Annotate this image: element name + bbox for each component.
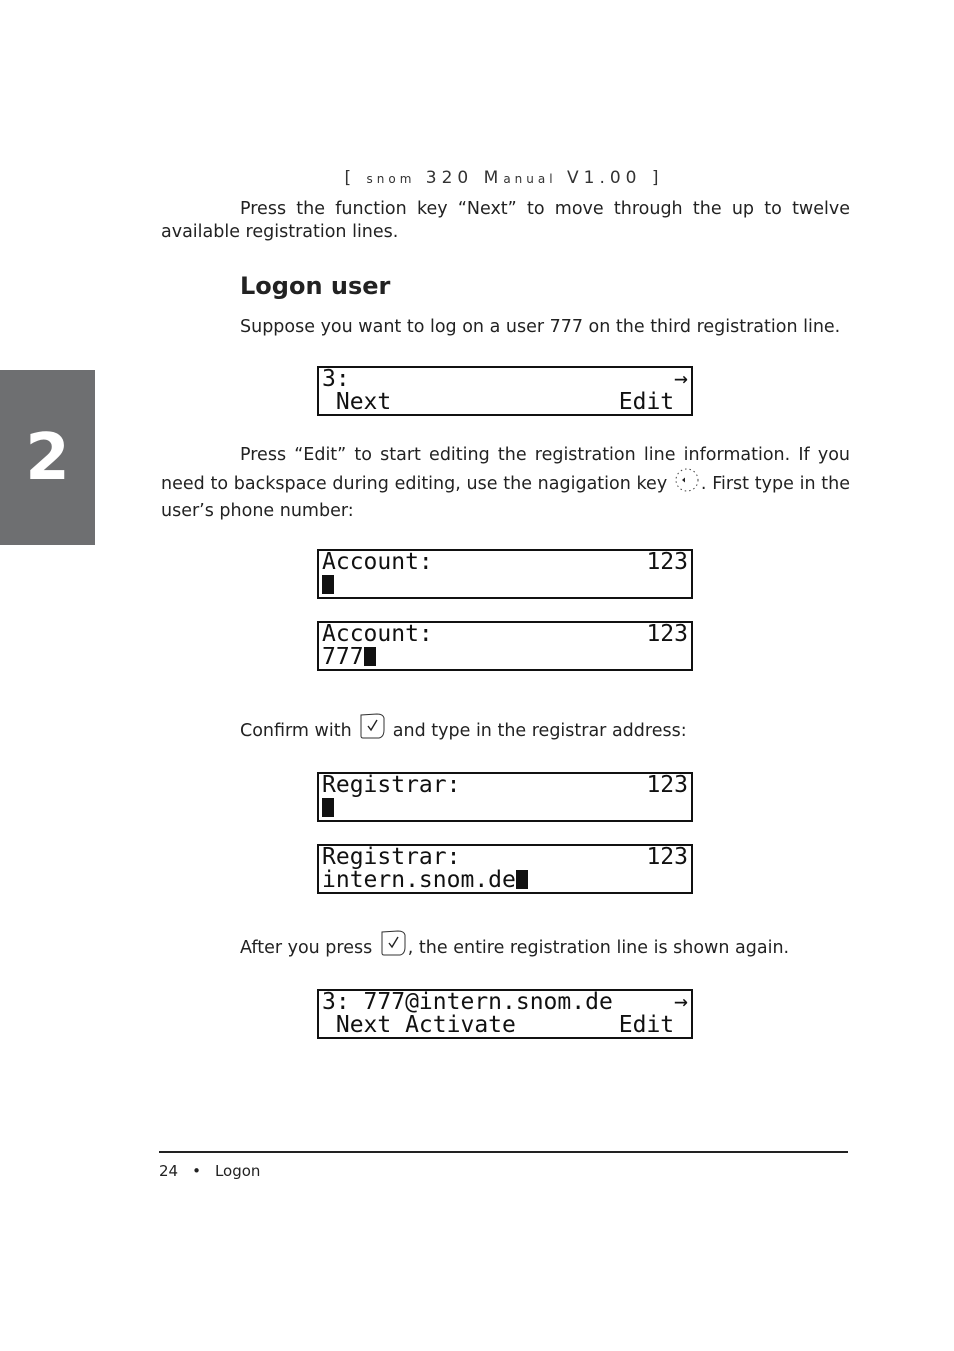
lcd-mode-indicator: 123 xyxy=(646,549,688,575)
lcd-mode-indicator: 123 xyxy=(646,844,688,870)
section-heading: Logon user xyxy=(240,272,391,300)
page-number: 24 xyxy=(159,1162,179,1180)
lcd-screen-registrar-empty xyxy=(317,772,693,822)
lcd-softkey-edit: Edit xyxy=(618,1012,688,1038)
header-bracket-close: ] xyxy=(651,168,664,188)
lcd-registrar-label: Registrar: xyxy=(322,844,461,870)
navigation-key-icon xyxy=(673,467,701,500)
footer-section: Logon xyxy=(214,1162,261,1180)
header-bracket-open: [ xyxy=(344,168,357,188)
running-header xyxy=(0,168,954,188)
lcd-softkey-next: Next xyxy=(322,389,392,415)
header-brand: snom xyxy=(366,172,416,186)
lcd-cursor xyxy=(322,798,334,817)
paragraph-confirm-text-b: and type in the registrar address: xyxy=(387,721,687,741)
paragraph-edit xyxy=(161,444,850,523)
arrow-right-icon: → xyxy=(674,366,688,392)
header-version: V1.00 xyxy=(567,168,642,188)
page-footer xyxy=(159,1162,260,1180)
lcd-screen-registration-line xyxy=(317,366,693,416)
paragraph-next xyxy=(161,198,850,244)
paragraph-next-text: Press the function key “Next” to move through the up to twelve available registration lines. xyxy=(161,199,850,242)
paragraph-edit-text-b: . First type in the user’s phone number: xyxy=(161,474,850,521)
confirm-key-icon xyxy=(357,712,387,747)
paragraph-after xyxy=(161,929,850,964)
lcd-account-value: 777 xyxy=(322,644,364,670)
chapter-tab xyxy=(0,370,95,545)
chapter-number: 2 xyxy=(25,420,70,495)
paragraph-confirm-text-a: Confirm with xyxy=(240,721,358,741)
lcd-softkeys-next-activate: Next Activate xyxy=(322,1012,516,1038)
header-manual-initial: M xyxy=(483,168,504,188)
paragraph-suppose-text: Suppose you want to log on a user 777 on the third registration line. xyxy=(240,317,841,337)
footer-bullet: • xyxy=(192,1162,201,1180)
lcd-cursor xyxy=(516,870,528,889)
paragraph-edit-text-a: Press “Edit” to start editing the registration line information. If you need to backspace during editing, use the nagigation key xyxy=(161,445,850,494)
paragraph-confirm xyxy=(161,712,850,747)
lcd-cursor xyxy=(322,575,334,594)
lcd-mode-indicator: 123 xyxy=(646,621,688,647)
lcd-screen-account-filled xyxy=(317,621,693,671)
header-model: 320 xyxy=(425,168,474,188)
confirm-key-icon xyxy=(378,929,408,964)
lcd-softkey-edit: Edit xyxy=(618,389,688,415)
header-manual-rest: anual xyxy=(503,172,557,186)
lcd-registrar-label: Registrar: xyxy=(322,772,461,798)
lcd-account-label: Account: xyxy=(322,549,433,575)
paragraph-after-text-b: , the entire registration line is shown again. xyxy=(407,938,790,958)
lcd-cursor xyxy=(364,647,376,666)
paragraph-suppose xyxy=(161,316,850,339)
footer-divider xyxy=(159,1151,848,1153)
lcd-registrar-value: intern.snom.de xyxy=(322,867,516,893)
lcd-screen-registrar-filled xyxy=(317,844,693,894)
lcd-screen-registration-complete xyxy=(317,989,693,1039)
lcd-mode-indicator: 123 xyxy=(646,772,688,798)
lcd-screen-account-empty xyxy=(317,549,693,599)
arrow-right-icon: → xyxy=(674,989,688,1015)
lcd-account-label: Account: xyxy=(322,621,433,647)
lcd-line-label: 3: 777@intern.snom.de xyxy=(322,989,613,1015)
paragraph-after-text-a: After you press xyxy=(240,938,378,958)
lcd-line-label: 3: xyxy=(322,366,350,392)
